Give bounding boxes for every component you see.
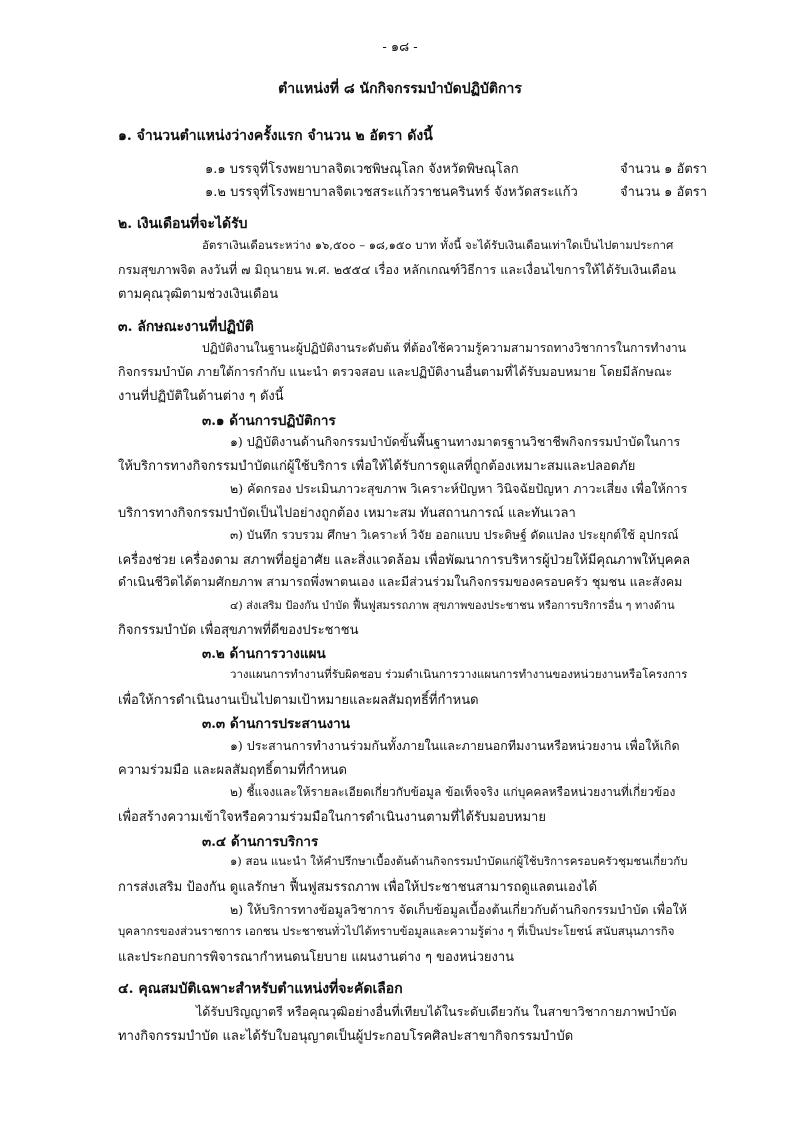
s3-3-line-2: ความร่วมมือ และผลสัมฤทธิ์ตามที่กำหนด (118, 763, 347, 778)
s3-1-line-4: บริการทางกิจกรรมบำบัดเป็นไปอย่างถูกต้อง เหมาะสม ทันสถานการณ์ และทันเวลา (118, 506, 576, 521)
s3-4-line-5: และประกอบการพิจารณากำหนดนโยบาย แผนงานต่าง ๆ ของหน่วยงาน (118, 950, 515, 965)
s3-intro-3: งานที่ปฏิบัติในด้านต่าง ๆ ดังนี้ (118, 389, 284, 404)
section-3-heading: ๓. ลักษณะงานที่ปฏิบัติ (118, 319, 254, 335)
s3-4-line-3: ๒) ให้บริการทางข้อมูลวิชาการ จัดเก็บข้อมูลเบื้องต้นเกี่ยวกับด้านกิจกรรมบำบัด เพื่อให้ (230, 902, 687, 917)
s3-4-line-2: การส่งเสริม ป้องกัน ดูแลรักษา ฟื้นฟูสมรรถภาพ เพื่อให้ประชาชนสามารถดูแลตนเองได้ (118, 880, 598, 895)
s3-1-line-2: ให้บริการทางกิจกรรมบำบัดแก่ผู้ใช้บริการ เพื่อให้ได้รับการดูแลที่ถูกต้องเหมาะสมและปลอดภัย (118, 459, 636, 474)
s1-item-1: ๑.๑ บรรจุที่โรงพยาบาลจิตเวชพิษณุโลก จังหวัดพิษณุโลก (205, 162, 519, 177)
s3-4-line-1: ๑) สอน แนะนำ ให้คำปรึกษาเบื้องต้นด้านกิจกรรมบำบัดแก่ผู้ใช้บริการครอบครัวชุมชนเกี่ยวกับ (230, 854, 688, 868)
s3-intro-1: ปฏิบัติงานในฐานะผู้ปฏิบัติงานระดับต้น ที่ต้องใช้ความรู้ความสามารถทางวิชาการในการทำงาน (202, 341, 686, 355)
s3-2-line-1: วางแผนการทำงานที่รับผิดชอบ ร่วมดำเนินการวางแผนการทำงานของหน่วยงานหรือโครงการ (230, 667, 688, 681)
s1-item-1-amount: จำนวน ๑ อัตรา (620, 162, 708, 177)
s3-1-line-9: กิจกรรมบำบัด เพื่อสุขภาพที่ดีของประชาชน (118, 623, 359, 638)
section-2-heading: ๒. เงินเดือนที่จะได้รับ (118, 216, 248, 232)
s3-intro-2: กิจกรรมบำบัด ภายใต้การกำกับ แนะนำ ตรวจสอบ และปฏิบัติงานอื่นตามที่ได้รับมอบหมาย โดยมีลักษณะ (118, 364, 673, 379)
page-number: - ๑๘ - (382, 40, 418, 55)
s1-item-2-amount: จำนวน ๑ อัตรา (620, 185, 708, 200)
s3-1-line-7: ดำเนินชีวิตได้ตามศักยภาพ สามารถพึ่งพาตนเอง และมีส่วนร่วมในกิจกรรมของครอบครัว ชุมชน และสังคม (118, 574, 683, 589)
s3-4-line-4: บุคลากรของส่วนราชการ เอกชน ประชาชนทั่วไปได้ทราบข้อมูลและความรู้ต่าง ๆ ที่เป็นประโยชน์ สนับสนุนภารกิจ (118, 924, 675, 938)
s1-item-2: ๑.๒ บรรจุที่โรงพยาบาลจิตเวชสระแก้วราชนครินทร์ จังหวัดสระแก้ว (205, 185, 578, 200)
s2-line-1: อัตราเงินเดือนระหว่าง ๑๖,๕๐๐ – ๑๘,๑๕๐ บาท ทั้งนี้ จะได้รับเงินเดือนเท่าใดเป็นไปตามประกาศ (202, 238, 674, 252)
page-title: ตำแหน่งที่ ๘ นักกิจกรรมบำบัดปฏิบัติการ (278, 81, 522, 97)
s3-3-line-4: เพื่อสร้างความเข้าใจหรือความร่วมมือในการดำเนินงานตามที่ได้รับมอบหมาย (118, 810, 546, 825)
sub-3-2-heading: ๓.๒ ด้านการวางแผน (202, 646, 326, 662)
section-4-heading: ๔. คุณสมบัติเฉพาะสำหรับตำแหน่งที่จะคัดเลือก (118, 981, 403, 997)
s3-3-line-1: ๑) ประสานการทำงานร่วมกันทั้งภายในและภายนอกทีมงานหรือหน่วยงาน เพื่อให้เกิด (230, 738, 680, 753)
s4-line-1: ได้รับปริญญาตรี หรือคุณวุฒิอย่างอื่นที่เทียบได้ในระดับเดียวกัน ในสาขาวิชากายภาพบำบัด (196, 1004, 677, 1019)
sub-3-4-heading: ๓.๔ ด้านการบริการ (202, 834, 319, 850)
section-1-heading: ๑. จำนวนตำแหน่งว่างครั้งแรก จำนวน ๒ อัตรา ดังนี้ (118, 128, 433, 144)
s3-1-line-1: ๑) ปฏิบัติงานด้านกิจกรรมบำบัดขั้นพื้นฐานทางมาตรฐานวิชาชีพกิจกรรมบำบัดในการ (230, 434, 681, 449)
s3-1-line-3: ๒) คัดกรอง ประเมินภาวะสุขภาพ วิเคราะห์ปัญหา วินิจฉัยปัญหา ภาวะเสี่ยง เพื่อให้การ (230, 481, 688, 496)
s3-1-line-8: ๔) ส่งเสริม ป้องกัน บำบัด ฟื้นฟูสมรรถภาพ สุขภาพของประชาชน หรือการบริการอื่น ๆ ทางด้าน (230, 599, 675, 612)
s3-2-line-2: เพื่อให้การดำเนินงานเป็นไปตามเป้าหมายและผลสัมฤทธิ์ที่กำหนด (118, 693, 479, 708)
s2-line-3: ตามคุณวุฒิตามช่วงเงินเดือน (118, 287, 279, 302)
s3-1-line-6: เครื่องช่วย เครื่องดาม สภาพที่อยู่อาศัย และสิ่งแวดล้อม เพื่อพัฒนาการบริหารผู้ป่วยให้มีคุณภาพให้บุคคล (118, 553, 691, 568)
s3-3-line-3: ๒) ชี้แจงและให้รายละเอียดเกี่ยวกับข้อมูล ข้อเท็จจริง แก่บุคคลหรือหน่วยงานที่เกี่ยวข้อง (230, 785, 676, 799)
sub-3-3-heading: ๓.๓ ด้านการประสานงาน (202, 716, 350, 732)
sub-3-1-heading: ๓.๑ ด้านการปฏิบัติการ (202, 413, 336, 429)
s3-1-line-5: ๓) บันทึก รวบรวม ศึกษา วิเคราะห์ วิจัย ออกแบบ ประดิษฐ์ ดัดแปลง ประยุกต์ใช้ อุปกรณ์ (230, 528, 679, 542)
s4-line-2: ทางกิจกรรมบำบัด และได้รับใบอนุญาตเป็นผู้ประกอบโรคศิลปะสาขากิจกรรมบำบัด (118, 1029, 574, 1044)
s2-line-2: กรมสุขภาพจิต ลงวันที่ ๗ มิถุนายน พ.ศ. ๒๕๕๔ เรื่อง หลักเกณฑ์วิธีการ และเงื่อนไขการให้ได้รับเงินเดือน (118, 262, 676, 277)
